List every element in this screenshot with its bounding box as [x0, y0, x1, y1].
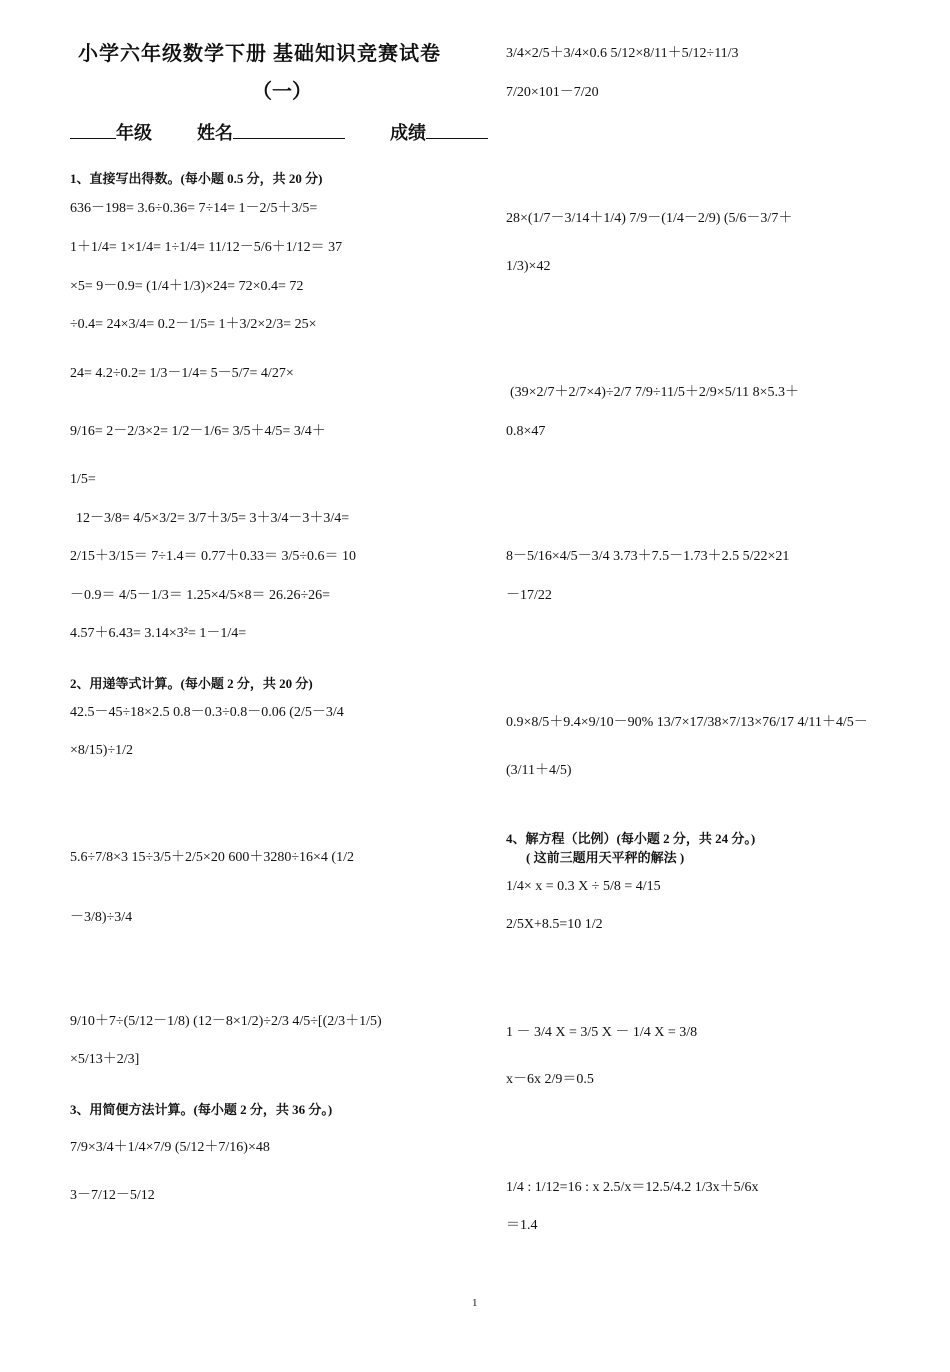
- left-line-15: －3/8)÷3/4: [70, 910, 133, 925]
- left-line-9: 2/15＋3/15＝ 7÷1.4＝ 0.77＋0.33＝ 3/5÷0.6＝ 10: [70, 549, 357, 564]
- student-info-row: [70, 122, 488, 142]
- left-line-13: ×8/15)÷1/2: [70, 743, 134, 758]
- right-line-13: 1 － 3/4 X = 3/5 X － 1/4 X = 3/8: [506, 1025, 698, 1040]
- right-line-2: 7/20×101－7/20: [506, 85, 599, 100]
- grade-blank[interactable]: [70, 122, 116, 139]
- section-1-title: 1、直接写出得数。(每小题 0.5 分，共 20 分): [70, 171, 323, 186]
- grade-label: 年级: [116, 123, 152, 143]
- left-line-8: 12－3/8= 4/5×3/2= 3/7＋3/5= 3＋3/4－3＋3/4=: [76, 511, 350, 526]
- left-line-17: ×5/13＋2/3]: [70, 1052, 140, 1067]
- left-line-11: 4.57＋6.43= 3.14×3²= 1－1/4=: [70, 626, 247, 641]
- score-blank[interactable]: [426, 122, 488, 139]
- left-line-2: 1＋1/4= 1×1/4= 1÷1/4= 11/12－5/6＋1/12＝ 37: [70, 240, 343, 255]
- right-line-3: 28×(1/7－3/14＋1/4) 7/9－(1/4－2/9) (5/6－3/7＋: [506, 211, 793, 226]
- section-3-title: 3、用简便方法计算。(每小题 2 分，共 36 分。): [70, 1102, 333, 1117]
- left-line-14: 5.6÷7/8×3 15÷3/5＋2/5×20 600＋3280÷16×4 (1/2: [70, 850, 354, 865]
- left-line-18: 7/9×3/4＋1/4×7/9 (5/12＋7/16)×48: [70, 1140, 270, 1155]
- left-line-16: 9/10＋7÷(5/12－1/8) (12－8×1/2)÷2/3 4/5÷[(2/3＋1/5): [70, 1014, 382, 1029]
- right-line-4: 1/3)×42: [506, 259, 551, 274]
- right-line-1: 3/4×2/5＋3/4×0.6 5/12×8/11＋5/12÷11/3: [506, 46, 739, 61]
- page-title: 小学六年级数学下册 基础知识竞赛试卷: [78, 43, 441, 65]
- left-line-4: ÷0.4= 24×3/4= 0.2－1/5= 1＋3/2×2/3= 25×: [70, 317, 317, 332]
- section-2-title: 2、用递等式计算。(每小题 2 分，共 20 分): [70, 676, 313, 691]
- right-line-9: 0.9×8/5＋9.4×9/10－90% 13/7×17/38×7/13×76/17 4/11＋4/5－: [506, 715, 868, 730]
- right-line-10: (3/11＋4/5): [506, 763, 572, 778]
- left-line-3: ×5= 9－0.9= (1/4＋1/3)×24= 72×0.4= 72: [70, 279, 304, 294]
- left-line-19: 3－7/12－5/12: [70, 1188, 155, 1203]
- page-number: 1: [472, 1297, 478, 1309]
- left-line-12: 42.5－45÷18×2.5 0.8－0.3÷0.8－0.06 (2/5－3/4: [70, 705, 344, 720]
- section-4-title: 4、解方程（比例）(每小题 2 分，共 24 分。): [506, 831, 756, 846]
- right-line-6: 0.8×47: [506, 424, 546, 439]
- right-line-11: 1/4× x = 0.3 X ÷ 5/8 = 4/15: [506, 879, 661, 894]
- right-line-14: x－6x 2/9＝0.5: [506, 1072, 594, 1087]
- name-blank[interactable]: [233, 122, 345, 139]
- left-line-7: 1/5=: [70, 472, 96, 487]
- section-4-note: ( 这前三题用天平秤的解法 ): [526, 850, 685, 865]
- left-line-1: 636－198= 3.6÷0.36= 7÷14= 1－2/5＋3/5=: [70, 201, 318, 216]
- left-line-6: 9/16= 2－2/3×2= 1/2－1/6= 3/5＋4/5= 3/4＋: [70, 424, 326, 439]
- right-line-8: －17/22: [506, 588, 552, 603]
- page-subtitle: （一）: [252, 81, 312, 103]
- left-line-5: 24= 4.2÷0.2= 1/3－1/4= 5－5/7= 4/27×: [70, 366, 294, 381]
- right-line-16: ＝1.4: [506, 1218, 538, 1233]
- right-line-12: 2/5X+8.5=10 1/2: [506, 917, 603, 932]
- score-label: 成绩: [390, 123, 426, 143]
- right-line-5: (39×2/7＋2/7×4)÷2/7 7/9÷11/5＋2/9×5/11 8×5.3＋: [510, 385, 799, 400]
- right-line-15: 1/4 : 1/12=16 : x 2.5/x＝12.5/4.2 1/3x＋5/6x: [506, 1180, 759, 1195]
- name-label: 姓名: [197, 123, 233, 143]
- right-line-7: 8－5/16×4/5－3/4 3.73＋7.5－1.73＋2.5 5/22×21: [506, 549, 790, 564]
- left-line-10: －0.9＝ 4/5－1/3＝ 1.25×4/5×8＝ 26.26÷26=: [70, 588, 331, 603]
